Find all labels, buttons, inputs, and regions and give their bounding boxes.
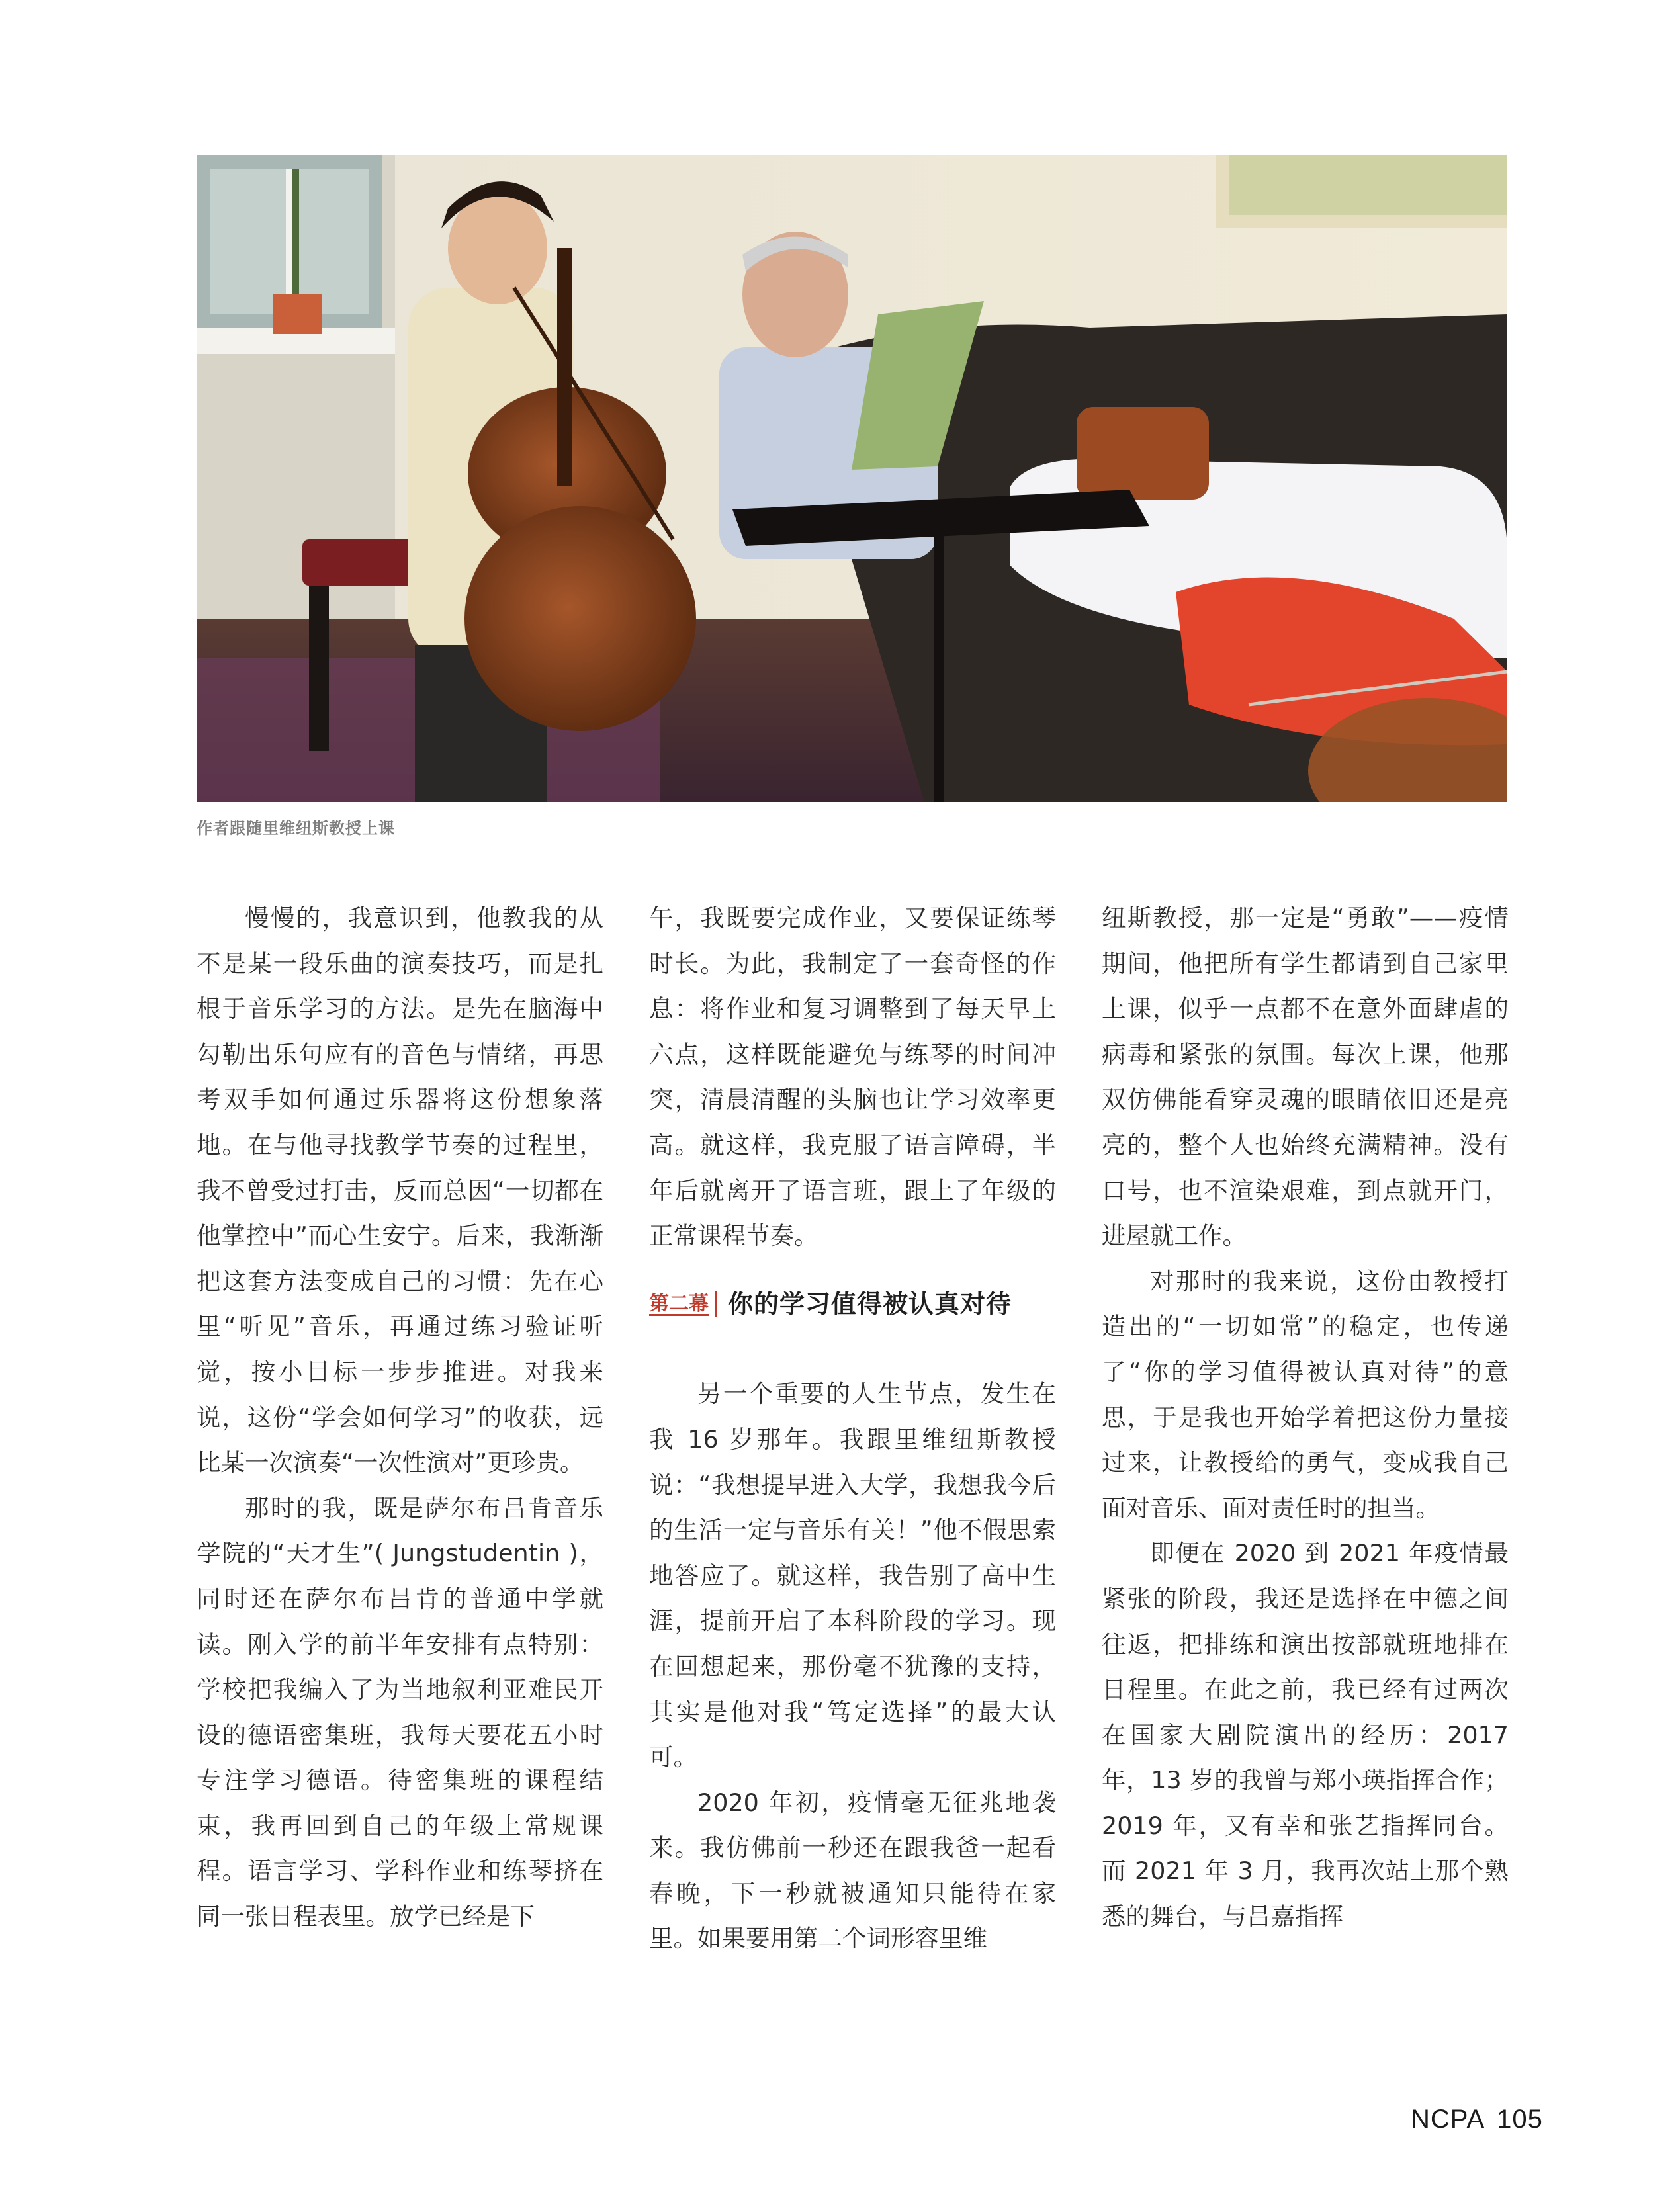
section-title: 你的学习值得被认真对待 bbox=[728, 1289, 1012, 1319]
magazine-name: NCPA bbox=[1411, 2105, 1485, 2134]
article-column-3 bbox=[1102, 896, 1509, 1940]
paragraph: 即便在 2020 到 2021 年疫情最紧张的阶段，我还是选择在中德之间往返，把排练和演出按部就班地排在日程里。在此之前，我已经有过两次在国家大剧院演出的经历：2017 年，13 岁的我曾与郑小瑛指挥合作；2019 年，又有幸和张艺指挥同台。而 2021 年 3 月，我再次站上那个熟悉的舞台，与吕嘉指挥 bbox=[1102, 1539, 1509, 1931]
page-folio bbox=[1411, 2105, 1543, 2134]
paragraph: 另一个重要的人生节点，发生在我 16 岁那年。我跟里维纽斯教授说：“我想提早进入大学，我想我今后的生活一定与音乐有关！”他不假思索地答应了。就这样，我告别了高中生涯，提前开启了本科阶段的学习。现在回想起来，那份毫不犹豫的支持，其实是他对我“笃定选择”的最大认可。 bbox=[649, 1379, 1056, 1772]
photo-illustration bbox=[197, 155, 1507, 802]
paragraph-continued: 午，我既要完成作业，又要保证练琴时长。为此，我制定了一套奇怪的作息：将作业和复习调整到了每天早上六点，这样既能避免与练琴的时间冲突，清晨清醒的头脑也让学习效率更高。就这样，我克服了语言障碍，半年后就离开了语言班，跟上了年级的正常课程节奏。 bbox=[649, 904, 1056, 1250]
section-divider bbox=[715, 1291, 717, 1317]
photo-caption: 作者跟随里维纽斯教授上课 bbox=[197, 819, 395, 838]
paragraph: 2020 年初，疫情毫无征兆地袭来。我仿佛前一秒还在跟我爸一起看春晚，下一秒就被通知只能待在家里。如果要用第二个词形容里维 bbox=[649, 1788, 1056, 1953]
section-heading bbox=[649, 1282, 1056, 1327]
article-column-2 bbox=[649, 896, 1056, 1962]
paragraph-continued: 纽斯教授，那一定是“勇敢”——疫情期间，他把所有学生都请到自己家里上课，似乎一点都不在意外面肆虐的病毒和紧张的氛围。每次上课，他那双仿佛能看穿灵魂的眼睛依旧还是亮亮的，整个人也始终充满精神。没有口号，也不渲染艰难，到点就开门，进屋就工作。 bbox=[1102, 904, 1509, 1250]
article-column-1 bbox=[197, 896, 603, 1940]
page-number: 105 bbox=[1497, 2105, 1543, 2134]
paragraph: 慢慢的，我意识到，他教我的从不是某一段乐曲的演奏技巧，而是扎根于音乐学习的方法。是先在脑海中勾勒出乐句应有的音色与情绪，再思考双手如何通过乐器将这份想象落地。在与他寻找教学节奏的过程里，我不曾受过打击，反而总因“一切都在他掌控中”而心生安宁。后来，我渐渐把这套方法变成自己的习惯：先在心里“听见”音乐，再通过练习验证听觉，按小目标一步步推进。对我来说，这份“学会如何学习”的收获，远比某一次演奏“一次性演对”更珍贵。 bbox=[197, 904, 603, 1477]
paragraph: 那时的我，既是萨尔布吕肯音乐学院的“天才生”( Jungstudentin )，同时还在萨尔布吕肯的普通中学就读。刚入学的前半年安排有点特别：学校把我编入了为当地叙利亚难民开设的德语密集班，我每天要花五小时专注学习德语。待密集班的课程结束，我再回到自己的年级上常规课程。语言学习、学科作业和练琴挤在同一张日程表里。放学已经是下 bbox=[197, 1493, 603, 1931]
section-number: 第二幕 bbox=[649, 1291, 709, 1315]
paragraph: 对那时的我来说，这份由教授打造出的“一切如常”的稳定，也传递了“你的学习值得被认真对待”的意思，于是我也开始学着把这份力量接过来，让教授给的勇气，变成我自己面对音乐、面对责任时的担当。 bbox=[1102, 1266, 1509, 1522]
article-photo bbox=[197, 155, 1507, 802]
